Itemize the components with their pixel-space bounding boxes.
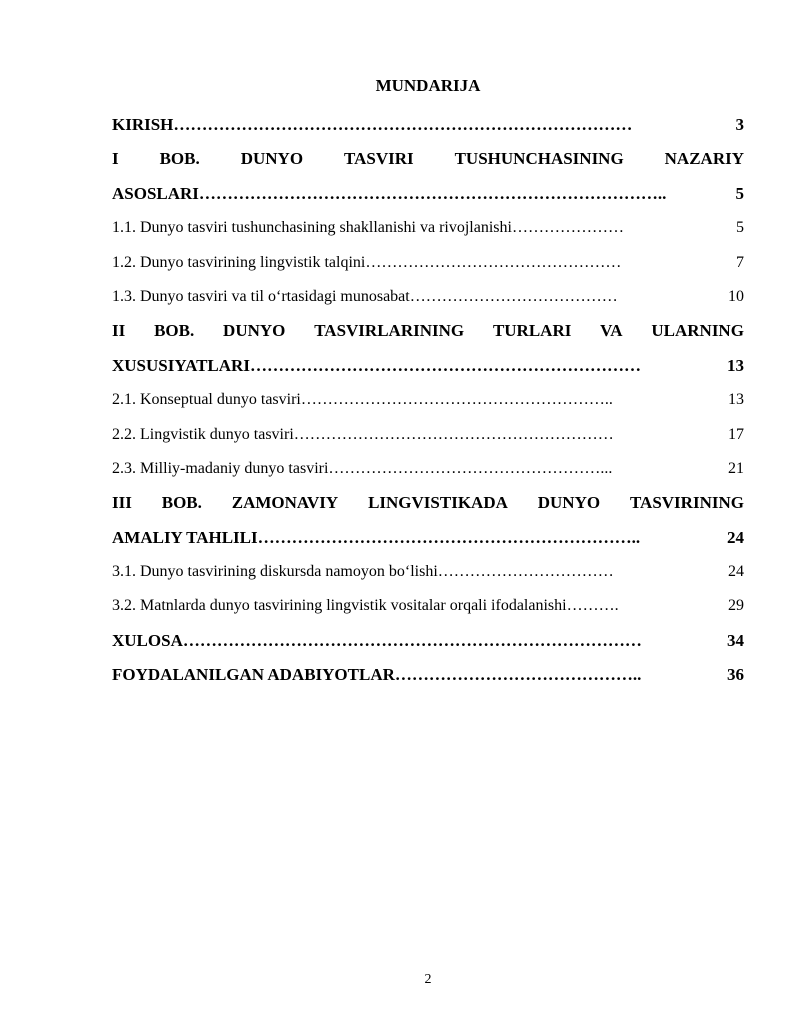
heading-word: TASVIRLARINING xyxy=(314,321,465,341)
heading-word: ZAMONAVIY xyxy=(231,493,339,513)
toc-entry-leader: …………………………………………………………… xyxy=(249,355,641,375)
toc-entry-leader: ……………………………………………... xyxy=(328,459,613,477)
toc-entry-page: 5 xyxy=(735,183,744,203)
heading-word: LINGVISTIKADA xyxy=(368,493,508,513)
page-title: MUNDARIJA xyxy=(375,76,481,95)
toc-entry-1-1 xyxy=(112,211,744,245)
heading-word: DUNYO xyxy=(223,321,286,341)
toc-entry-page: 17 xyxy=(728,425,744,443)
toc-entry-3-1 xyxy=(112,555,744,589)
heading-word: BOB. xyxy=(154,321,195,341)
toc-entry-page: 21 xyxy=(728,459,744,477)
toc-entry-3-2 xyxy=(112,589,744,623)
toc-chapter-3-heading xyxy=(112,486,744,520)
toc-entry-page: 13 xyxy=(727,355,744,375)
toc-entry-2-2 xyxy=(112,418,744,452)
toc-entry-page: 3 xyxy=(735,115,744,134)
toc-entry-title: XULOSA xyxy=(112,630,183,650)
toc-entry-title: 2.1. Konseptual dunyo tasviri xyxy=(112,391,301,409)
toc-entry-xulosa xyxy=(112,624,744,658)
toc-entry-leader: …………………………………….. xyxy=(394,665,642,685)
toc-entry-references xyxy=(112,658,744,692)
heading-word: II xyxy=(112,321,126,341)
toc-entry-leader: ………. xyxy=(566,597,619,615)
page-number: 2 xyxy=(424,972,432,987)
toc-entry-1-2 xyxy=(112,246,744,280)
toc-entry-title: AMALIY TAHLILI xyxy=(112,527,258,547)
toc-entry-page: 24 xyxy=(728,563,744,581)
toc-entry-title: 3.2. Matnlarda dunyo tasvirining lingvistik vositalar orqali ifodalanishi xyxy=(112,597,567,615)
toc-entry-leader: ………………………………… xyxy=(409,287,618,305)
toc-entry-title: XUSUSIYATLARI xyxy=(112,355,250,375)
heading-word: TUSHUNCHASINING xyxy=(454,149,624,169)
table-of-contents xyxy=(112,108,744,693)
toc-entry-page: 36 xyxy=(727,665,744,685)
heading-word: BOB. xyxy=(159,149,200,169)
toc-entry-leader: ………………………………………………….. xyxy=(300,391,613,409)
toc-entry-2-3 xyxy=(112,452,744,486)
toc-entry-leader: ………………… xyxy=(511,219,624,237)
toc-entry-title: 1.3. Dunyo tasviri va til o‘rtasidagi munosabat xyxy=(112,287,410,305)
toc-entry-title: FOYDALANILGAN ADABIYOTLAR xyxy=(112,665,395,685)
toc-entry-page: 24 xyxy=(727,527,744,547)
toc-entry-title: ASOSLARI xyxy=(112,183,199,203)
toc-entry-page: 5 xyxy=(736,219,744,237)
toc-entry-leader: …………………………… xyxy=(437,563,614,581)
toc-entry-leader: ………………………………………… xyxy=(365,253,622,271)
toc-entry-chapter-3 xyxy=(112,521,744,555)
toc-entry-page: 34 xyxy=(727,630,744,650)
toc-entry-title: 3.1. Dunyo tasvirining diskursda namoyon bo‘lishi xyxy=(112,563,438,581)
heading-word: BOB. xyxy=(161,493,202,513)
toc-entry-leader: ………………………………………………………….. xyxy=(257,527,641,547)
heading-word: TURLARI xyxy=(492,321,572,341)
toc-chapter-1-heading xyxy=(112,142,744,176)
heading-word: ULARNING xyxy=(651,321,744,341)
toc-entry-leader: ……………………………………………………………………….. xyxy=(198,183,667,203)
toc-entry-title: 2.3. Milliy-madaniy dunyo tasviri xyxy=(112,459,329,477)
toc-entry-chapter-1 xyxy=(112,177,744,211)
heading-word: DUNYO xyxy=(537,493,601,513)
heading-word: TASVIRI xyxy=(344,149,414,169)
heading-word: VA xyxy=(600,321,623,341)
toc-entry-title: 1.1. Dunyo tasviri tushunchasining shakllanishi va rivojlanishi xyxy=(112,219,512,237)
toc-entry-leader: ……………………………………………………………………… xyxy=(173,115,633,134)
toc-entry-page: 29 xyxy=(728,597,744,615)
toc-entry-page: 13 xyxy=(728,391,744,409)
toc-entry-page: 7 xyxy=(736,253,744,271)
toc-entry-title: KIRISH xyxy=(112,115,174,134)
heading-word: III xyxy=(112,493,132,513)
toc-entry-page: 10 xyxy=(728,287,744,305)
toc-entry-chapter-2 xyxy=(112,349,744,383)
heading-word: NAZARIY xyxy=(664,149,744,169)
heading-word: I xyxy=(112,149,119,169)
toc-entry-leader: …………………………………………………… xyxy=(293,425,614,443)
toc-entry-title: 2.2. Lingvistik dunyo tasviri xyxy=(112,425,294,443)
heading-word: TASVIRINING xyxy=(629,493,744,513)
toc-entry-1-3 xyxy=(112,280,744,314)
toc-entry-kirish xyxy=(112,108,744,142)
heading-word: DUNYO xyxy=(240,149,304,169)
toc-entry-leader: ……………………………………………………………………… xyxy=(182,630,642,650)
toc-chapter-2-heading xyxy=(112,314,744,348)
toc-entry-2-1 xyxy=(112,383,744,417)
toc-entry-title: 1.2. Dunyo tasvirining lingvistik talqini xyxy=(112,253,366,271)
